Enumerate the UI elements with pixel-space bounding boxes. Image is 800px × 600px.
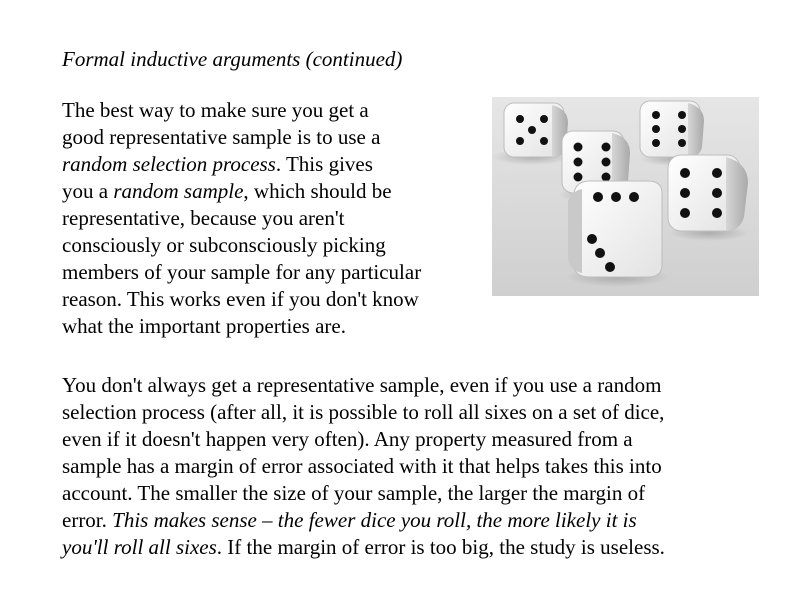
dice-photo: [492, 97, 759, 296]
text-line: [62, 151, 492, 178]
text-line: reason. This works even if you don't know: [62, 287, 419, 311]
text-segment: . If the margin of error is too big, the study is useless.: [216, 535, 665, 559]
emphasis-text: random selection process: [62, 152, 276, 176]
emphasis-text: This makes sense – the fewer dice you roll, the more likely it is: [112, 508, 637, 532]
emphasis-text: you'll roll all sixes: [62, 535, 217, 559]
text-line: You don't always get a representative sample, even if you use a random: [62, 373, 662, 397]
text-line: good representative sample is to use a: [62, 125, 381, 149]
die-icon: [668, 155, 748, 231]
text-line: The best way to make sure you get a: [62, 98, 369, 122]
text-segment: . This gives: [275, 152, 373, 176]
paragraph-margin-of-error: [62, 372, 782, 561]
text-line: [62, 507, 782, 534]
text-line: consciously or subconsciously picking: [62, 233, 386, 257]
text-line: sample has a margin of error associated with it that helps takes this into: [62, 454, 662, 478]
text-line: selection process (after all, it is possible to roll all sixes on a set of dice,: [62, 400, 665, 424]
text-line: members of your sample for any particular: [62, 260, 422, 284]
text-line: account. The smaller the size of your sample, the larger the margin of: [62, 481, 646, 505]
text-line: representative, because you aren't: [62, 206, 345, 230]
paragraph-random-sampling: [62, 97, 492, 340]
text-line: [62, 178, 492, 205]
die-icon: [504, 103, 568, 157]
text-line: even if it doesn't happen very often). Any property measured from a: [62, 427, 633, 451]
emphasis-text: random sample: [113, 179, 244, 203]
text-line: what the important properties are.: [62, 314, 346, 338]
text-segment: error.: [62, 508, 113, 532]
text-line: [62, 534, 782, 561]
slide-title: Formal inductive arguments (continued): [62, 47, 403, 71]
die-icon: [640, 101, 704, 157]
text-segment: , which should be: [243, 179, 392, 203]
text-segment: you a: [62, 179, 114, 203]
die-icon: [568, 181, 662, 277]
